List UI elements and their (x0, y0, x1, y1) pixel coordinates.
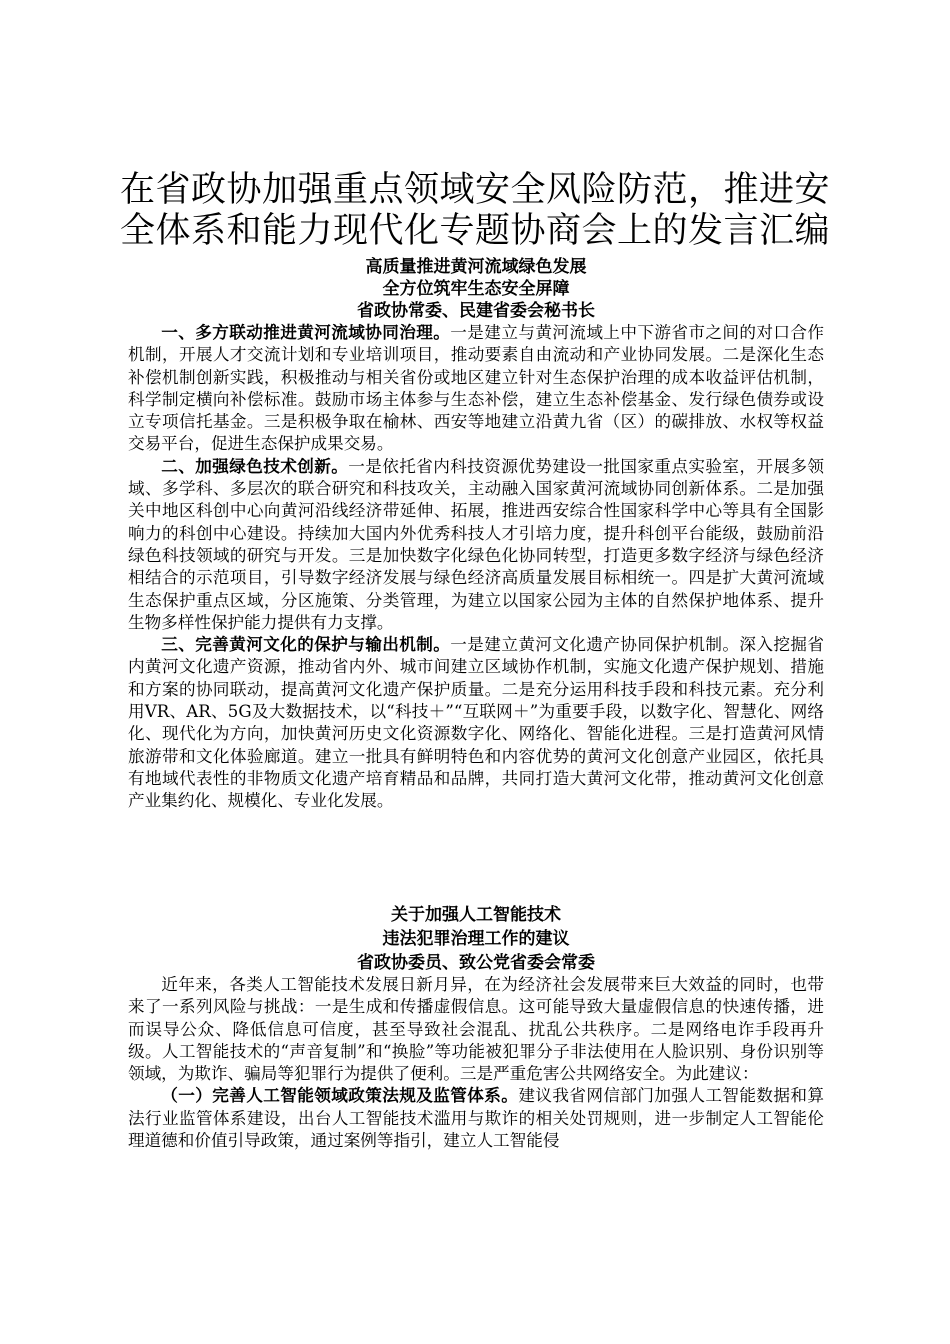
section2-heading1: 关于加强人工智能技术 (391, 905, 561, 925)
paragraph-lead: 一、多方联动推进黄河流域协同治理。 (161, 323, 451, 342)
paragraph-text: 建议我省网信部门加强人工智能数据和算法行业监管体系建设，出台人工智能技术滥用与欺诈的相关处罚规则，进一步制定人工智能伦理道德和价值引导政策，通过案例等指引，建立人工智能侵 (128, 1086, 825, 1151)
section1-author: 省政协常委、民建省委会秘书长 (357, 301, 595, 321)
paragraph-lead: 三、完善黄河文化的保护与输出机制。 (161, 635, 451, 655)
section1-paragraph-2 (128, 456, 824, 634)
document-title (100, 170, 850, 252)
section2-intro: 近年来，各类人工智能技术发展日新月异，在为经济社会发展带来巨大效益的同时，也带来了一系列风险与挑战：一是生成和传播虚假信息。这可能导致大量虚假信息的快速传播，进而误导公众、降低信息可信度，甚至导致社会混乱、扰乱公共秩序。二是网络电诈手段再升级。人工智能技术的“声音复制”和“换脸”等功能被犯罪分子非法使用在人脸识别、身份识别等领域，为欺诈、骗局等犯罪行为提供了便利。三是严重危害公共网络安全。为此建议： (128, 975, 824, 1084)
section2-heading2: 违法犯罪治理工作的建议 (382, 929, 570, 949)
paragraph-text: 一是依托省内科技资源优势建设一批国家重点实验室，开展多领域、多学科、多层次的联合研究和科技攻关，主动融入国家黄河流域协同创新体系。二是加强关中地区科创中心向黄河沿线经济带延伸、拓展，推进西安综合性国家科学中心等具有全国影响力的科创中心建设。持续加大国内外优秀科技人才引培力度，提升科创平台能级，鼓励前沿绿色科技领域的研究与开发。三是加快数字化绿色化协同转型，打造更多数字经济与绿色经济相结合的示范项目，引导数字经济发展与绿色经济高质量发展目标相统一。四是扩大黄河流域生态保护重点区域，分区施策、分类管理，为建立以国家公园为主体的自然保护地体系、提升生物多样性保护能力提供有力支撑。 (128, 456, 825, 632)
section1-heading2: 全方位筑牢生态安全屏障 (382, 279, 570, 299)
section1-paragraph-3 (128, 634, 824, 812)
document-title-line2: 全体系和能力现代化专题协商会上的发言汇编 (119, 211, 830, 251)
section2-point-1 (128, 1085, 824, 1152)
document-title-line1: 在省政协加强重点领域安全风险防范，推进安 (119, 170, 830, 210)
paragraph-text: 一是建立与黄河流域上中下游省市之间的对口合作机制，开展人才交流计划和专业培训项目，推动要素自由流动和产业协同发展。二是深化生态补偿机制创新实践，积极推动与相关省份或地区建立针对生态保护治理的成本收益评估机制，科学制定横向补偿标准。鼓励市场主体参与生态补偿，建立生态补偿基金、发行绿色债券或设立专项信托基金。三是积极争取在榆林、西安等地建立沿黄九省（区）的碳排放、水权等权益交易平台，促进生态保护成果交易。 (128, 323, 825, 454)
section2-author: 省政协委员、致公党省委会常委 (357, 953, 595, 973)
paragraph-lead: （一）完善人工智能领域政策法规及监管体系。 (161, 1086, 519, 1106)
paragraph-text: 一是建立黄河文化遗产协同保护机制。深入挖掘省内黄河文化遗产资源，推动省内外、城市间建立区域协作机制，实施文化遗产保护规划、措施和方案的协同联动，提高黄河文化遗产保护质量。二是充分运用科技手段和科技元素。充分利用VR、AR、5G及大数据技术，以“科技＋”“互联网＋”为重要手段，以数字化、智慧化、网络化、现代化为方向，加快黄河历史文化资源数字化、网络化、智能化进程。三是打造黄河风情旅游带和文化体验廊道。建立一批具有鲜明特色和内容优势的黄河文化创意产业园区，依托具有地域代表性的非物质文化遗产培育精品和品牌，共同打造大黄河文化带，推动黄河文化创意产业集约化、规模化、专业化发展。 (128, 635, 825, 811)
section1-paragraph-1 (128, 322, 824, 456)
paragraph-lead: 二、加强绿色技术创新。 (161, 456, 349, 476)
section1-body (128, 322, 824, 813)
section1-heading1: 高质量推进黄河流域绿色发展 (365, 257, 587, 277)
section2-body (128, 974, 824, 1152)
